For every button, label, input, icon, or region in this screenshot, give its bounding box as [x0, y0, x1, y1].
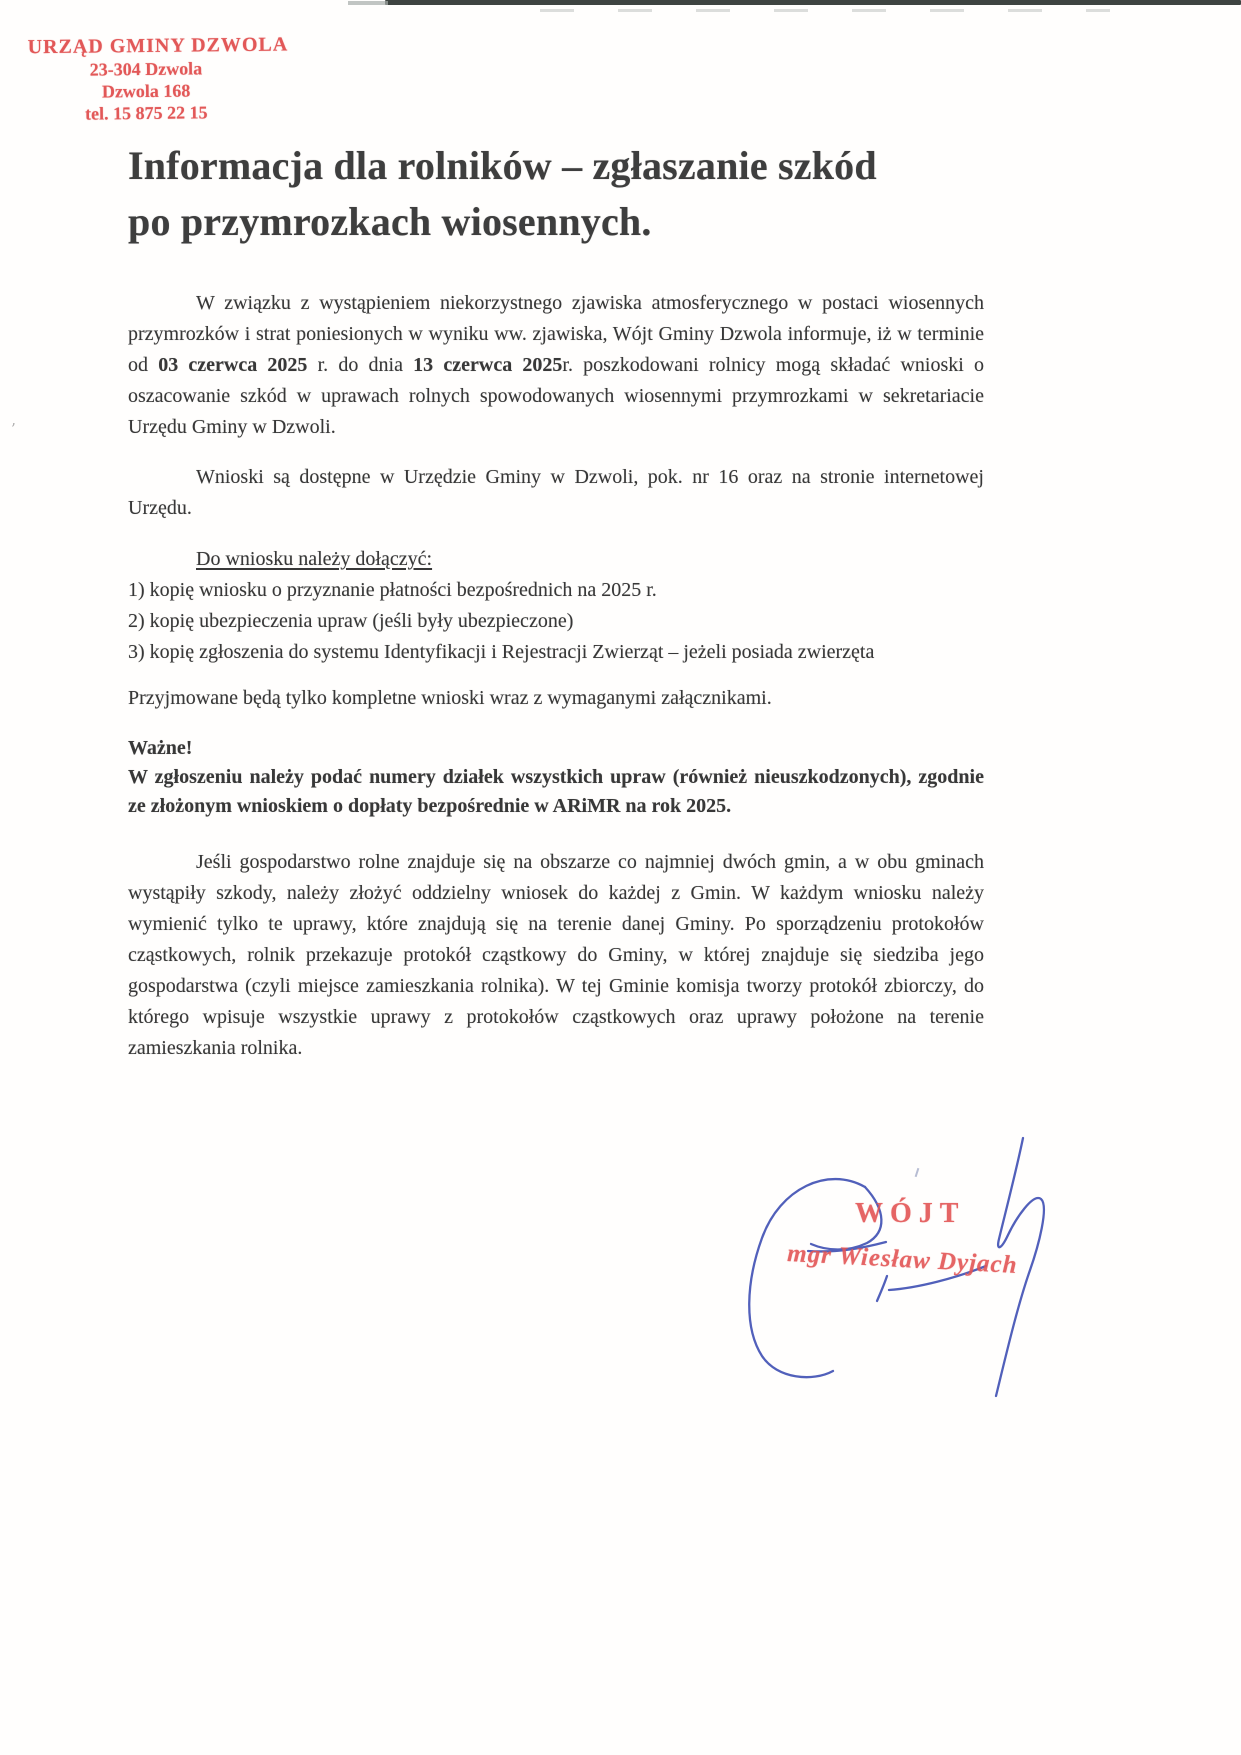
intro-text-2: r. do dnia	[307, 354, 414, 376]
stamp-address: Dzwola 168	[101, 80, 191, 102]
scan-artifact-top-line	[385, 0, 1241, 5]
attachments-heading	[128, 544, 984, 575]
attachment-item-3: 3) kopię zgłoszenia do systemu Identyfikacji i Rejestracji Zwierząt – jeżeli posiada zwierzęta	[128, 641, 875, 663]
signature-stamp-title: WÓJT	[855, 1198, 966, 1229]
document-title-line2: po przymrozkach wiosennych.	[128, 199, 652, 244]
deadline-start-date: 03 czerwca 2025	[158, 354, 308, 376]
attachment-item-1: 1) kopię wniosku o przyznanie płatności bezpośrednich na 2025 r.	[128, 579, 657, 601]
complete-applications-note: Przyjmowane będą tylko kompletne wnioski wraz z wymaganymi załącznikami.	[128, 687, 772, 709]
office-stamp	[27, 33, 289, 125]
attachment-item-2: 2) kopię ubezpieczenia upraw (jeśli były ubezpieczone)	[128, 610, 574, 632]
signature-block	[680, 1130, 1070, 1430]
intro-text-3: r. poszkodowani rolnicy mogą składać wnioski o oszacowanie szkód w uprawach rolnych spowodowanych wiosennymi przymrozkami w sekretariacie Urzędu Gminy w Dzwoli.	[128, 354, 985, 438]
multi-municipality-paragraph: Jeśli gospodarstwo rolne znajduje się na obszarze co najmniej dwóch gmin, a w obu gminach wystąpiły szkody, należy złożyć oddzielny wniosek do każdej z Gmin. W każdym wniosku należy wymienić tylko te uprawy, które znajdują się na terenie danej Gminy. Po sporządzeniu protokołów cząstkowych, rolnik przekazuje protokół cząstkowy do Gminy, w której znajduje się siedziba jego gospodarstwa (czyli miejsce zamieszkania rolnika). W tej Gminie komisja tworzy protokół zbiorczy, do którego wpisuje wszystkie uprawy z protokołów cząstkowych oraz uprawy położone na terenie zamieszkania rolnika.	[128, 851, 984, 1059]
document-title	[128, 138, 1028, 250]
document-body	[128, 288, 984, 1064]
scan-artifact-top-line-fade	[348, 1, 388, 5]
intro-text-1: W związku z wystąpieniem niekorzystnego zjawiska atmosferycznego w postaci wiosennych przymrozków i strat poniesionych w wyniku ww. zjawiska, Wójt Gminy Dzwola informuje, iż w terminie od	[128, 292, 984, 376]
important-label: Ważne!	[128, 737, 193, 759]
important-text: W zgłoszeniu należy podać numery działek wszystkich upraw (również nieuszkodzonych), zgodnie ze złożonym wnioskiem o dopłaty bezpośrednie w ARiMR na rok 2025.	[128, 766, 984, 817]
document-title-line1: Informacja dla rolników – zgłaszanie szkód	[128, 143, 877, 188]
attachments-heading-text: Do wniosku należy dołączyć:	[196, 548, 433, 570]
signature-loop-stroke	[749, 1179, 865, 1377]
stamp-office-name: URZĄD GMINY DZWOLA	[27, 33, 289, 59]
scan-artifact-left-mark: ’	[11, 420, 16, 438]
signature-tick-stroke	[877, 1276, 887, 1301]
intro-paragraph	[128, 288, 984, 443]
stamp-postal-code: 23-304 Dzwola	[89, 58, 203, 80]
important-notice	[128, 734, 984, 821]
scan-artifact-dashes	[540, 9, 1110, 12]
availability-paragraph: Wnioski są dostępne w Urzędzie Gminy w Dzwoli, pok. nr 16 oraz na stronie internetowej Urzędu.	[128, 466, 984, 519]
handwritten-signature	[680, 1130, 1070, 1430]
stamp-phone: tel. 15 875 22 15	[85, 102, 208, 124]
signature-stamp-name: mgr Wiesław Dyjach	[786, 1240, 1019, 1280]
deadline-end-date: 13 czerwca 2025	[413, 354, 563, 376]
